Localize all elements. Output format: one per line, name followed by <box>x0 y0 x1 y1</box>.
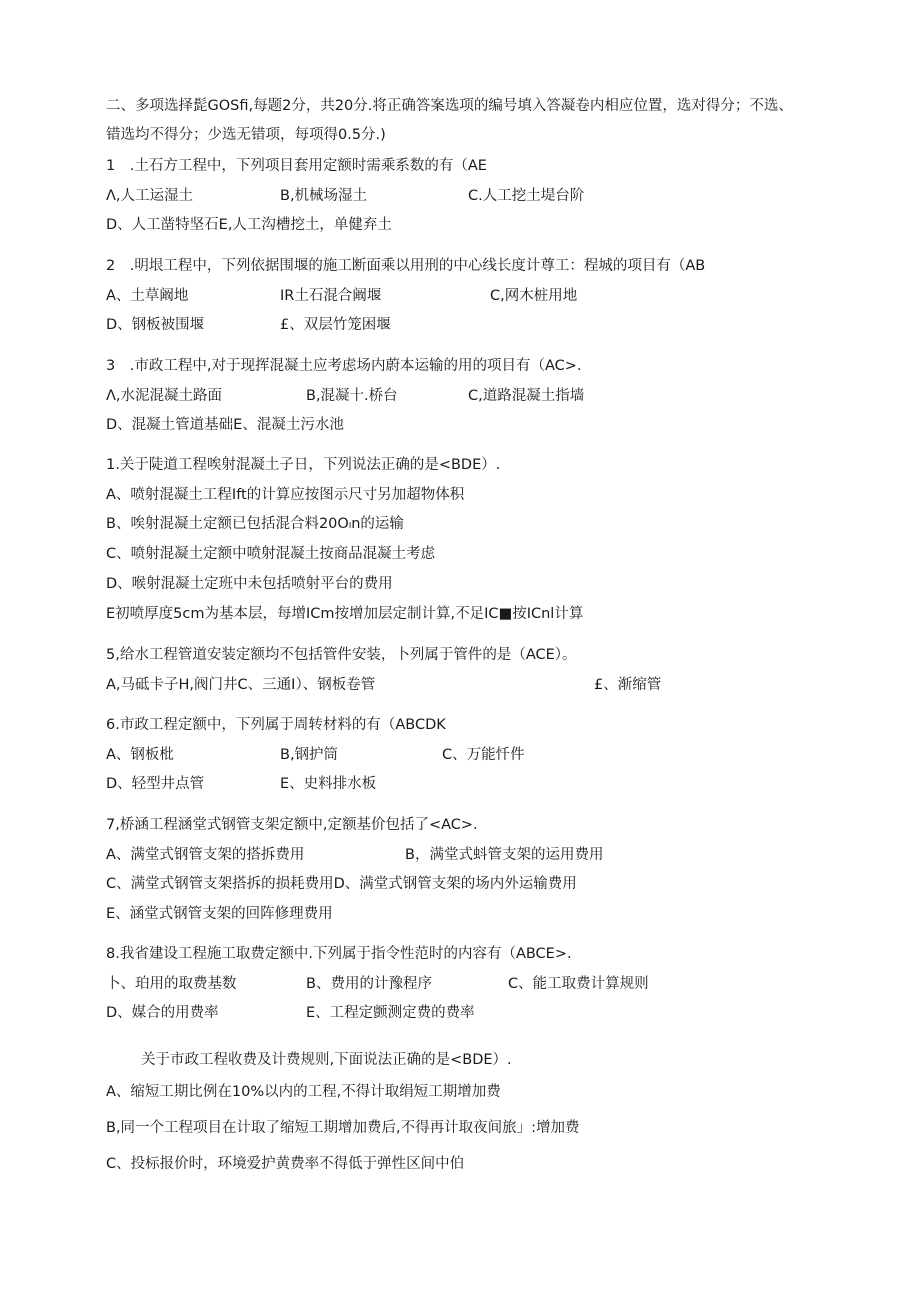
question-1-option-b: B,机械场湿土 <box>280 188 368 204</box>
question-6-stem: 6.市政工程定额中，下列属于周转材料的有（ABCDK <box>106 717 446 733</box>
question-5-option-e: £、渐缩管 <box>594 677 662 693</box>
question-5-options-a-d: A,马砥卡子H,阀门井C、三通I）、钢板卷管 <box>106 677 376 693</box>
question-4-option-d: D、喉射混凝土定班中未包括喷射平台的费用 <box>106 576 393 592</box>
question-8-option-a: 卜、珀用的取费基数 <box>106 976 237 992</box>
section-header-line-2: 错选均不得分；少选无错项，每项得0.5分.) <box>106 127 386 143</box>
question-8-option-b: B、费用的计豫程序 <box>306 976 432 992</box>
question-5-stem: 5,给水工程管道安装定额均不包括管件安装，卜列属于管件的是（ACE）。 <box>106 647 577 663</box>
question-2-stem: 2 .明垠工程中，下列依据围堰的施工断面乘以用刑的中心线长度计尊工：程城的项目有（AB <box>106 258 706 274</box>
question-6-option-a: A、钢板枇 <box>106 747 174 763</box>
question-7-option-e: E、涵堂式钢管支架的回阵修理费用 <box>106 906 333 922</box>
section-header-line-1: 二、多项选择髭GOSfi,每题2分，共20分.将正确答案选项的编号填入答凝卷内相应位置，选对得分；不选、 <box>106 98 793 114</box>
question-2-option-d: D、钢板被围堰 <box>106 317 205 333</box>
question-2-option-a: A、土草阚地 <box>106 288 189 304</box>
question-4-option-c: C、喷射混凝土定额中喷射混凝土按商品混凝土考虑 <box>106 546 436 562</box>
question-2-option-e: £、双层竹笼困堰 <box>280 317 391 333</box>
question-3-option-d-e: D、混凝土管道基础E、混凝土污水池 <box>106 417 344 433</box>
question-9-option-b: B,同一个工程项目在计取了缩短工期增加费后,不得再计取夜间旅」:增加费 <box>106 1120 580 1136</box>
question-7-option-a: A、满堂式钢管支架的搭拆费用 <box>106 847 305 863</box>
question-6-option-b: B,钢护筒 <box>280 747 339 763</box>
question-9-option-a: A、缩短工期比例在10%以内的工程,不得计取绢短工期增加费 <box>106 1084 501 1100</box>
question-2-option-b: IR土石混合阚堰 <box>280 288 382 304</box>
question-9-option-c: C、投标报价时，环境爱护黄费率不得低于弹性区间中伯 <box>106 1156 465 1172</box>
question-3-option-a: Λ,水泥混凝土路面 <box>106 388 223 404</box>
question-9-stem: 关于市政工程收费及计费规则,下面说法正确的是<BDE）. <box>141 1052 512 1068</box>
question-3-option-b: B,混凝十.桥台 <box>306 388 398 404</box>
question-1-stem: 1 .土石方工程中，下列项目套用定额时需乘系数的有（AE <box>106 158 487 174</box>
question-4-option-a: A、喷射混凝土工程Ift的计算应按图示尺寸另加超物体积 <box>106 487 465 503</box>
question-7-option-b: B，满堂式蚪管支架的运用费用 <box>405 847 604 863</box>
question-4-option-e: E初喷厚度5cm为基本层，每增ICm按增加层定制计算,不足IC■按ICnl计算 <box>106 606 584 622</box>
question-3-stem: 3 .市政工程中,对于现挥混凝土应考虑场内蔚本运输的用的项目有（AC>. <box>106 358 582 374</box>
question-6-option-d: D、轻型井点管 <box>106 776 205 792</box>
question-2-option-c: C,网木桩用地 <box>490 288 578 304</box>
question-6-option-c: C、万能忏件 <box>442 747 525 763</box>
question-4-option-b: B、唉射混凝土定额已包括混合料20Oₗn的运输 <box>106 516 404 532</box>
question-8-stem: 8.我省建设工程施工取费定额中.下列属于指令性范时的内容有（ABCE>. <box>106 946 572 962</box>
question-1-option-d-e: D、人工凿特坚石E,人工沟槽挖土，单健弃土 <box>106 217 392 233</box>
question-1-option-a: Λ,人工运湿土 <box>106 188 194 204</box>
question-8-option-d: D、媒合的用费率 <box>106 1005 219 1021</box>
question-4-stem: 1.关于陡道工程唉射混凝土子日，下列说法正确的是<BDE）. <box>106 457 501 473</box>
question-7-option-c-d: C、满堂式钢管支架搭拆的损耗费用D、满堂式钢管支架的场内外运输费用 <box>106 876 577 892</box>
question-8-option-e: E、工程定颤测定费的费率 <box>306 1005 475 1021</box>
question-8-option-c: C、能工取费计算规则 <box>508 976 649 992</box>
question-6-option-e: E、史料排水板 <box>280 776 377 792</box>
question-3-option-c: C,道路混凝土指墙 <box>468 388 585 404</box>
question-1-option-c: C.人工挖土堤台阶 <box>468 188 585 204</box>
question-7-stem: 7,桥涵工程涵堂式钢管支架定额中,定额基价包括了<AC>. <box>106 817 478 833</box>
